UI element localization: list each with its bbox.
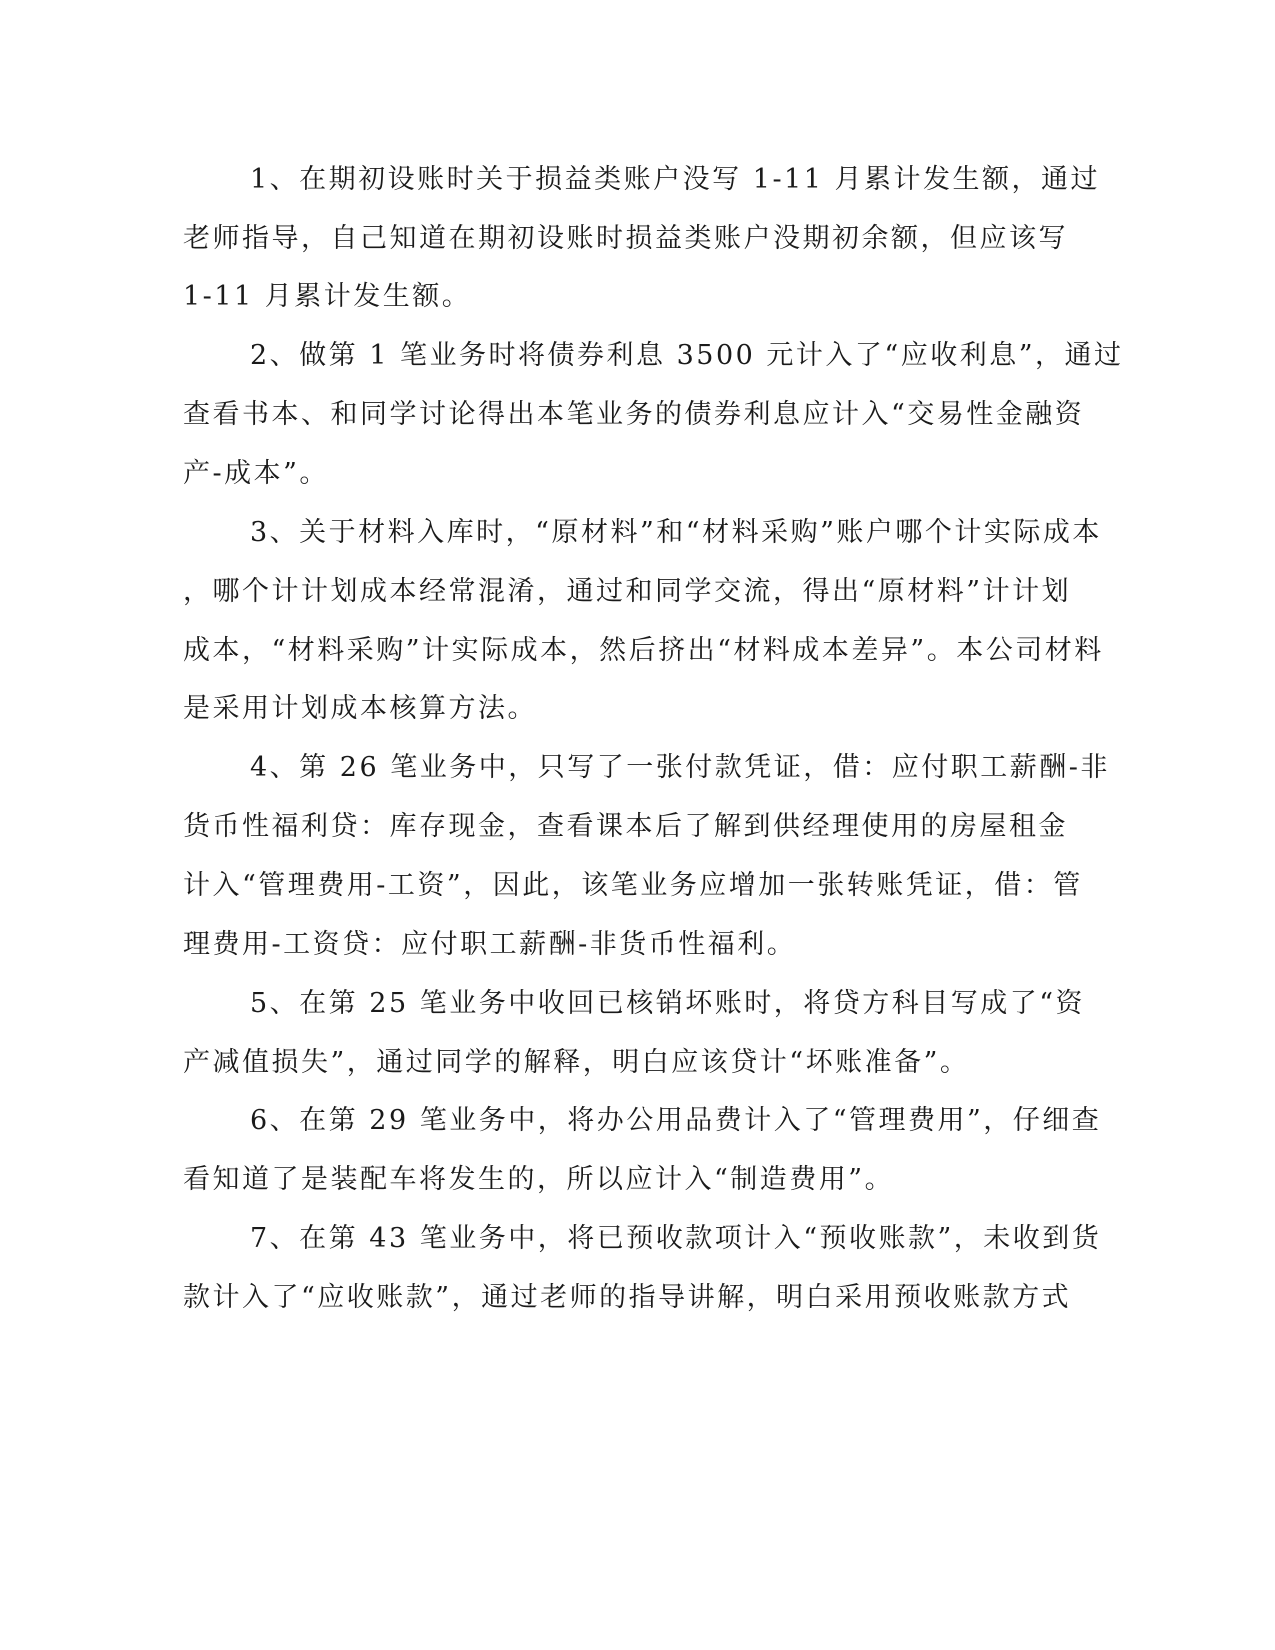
paragraph-5-line-1: 5、在第 25 笔业务中收回已核销坏账时，将贷方科目写成了“资 (250, 988, 1086, 1019)
paragraph-7-line-2: 款计入了“应收账款”，通过老师的指导讲解，明白采用预收账款方式 (183, 1282, 1072, 1313)
paragraph-2-line-3: 产-成本”。 (183, 458, 329, 489)
paragraph-6-line-2: 看知道了是装配车将发生的，所以应计入“制造费用”。 (183, 1164, 895, 1195)
paragraph-5-line-2: 产减值损失”，通过同学的解释，明白应该贷计“坏账准备”。 (183, 1047, 970, 1078)
paragraph-1-line-1: 1、在期初设账时关于损益类账户没写 1-11 月累计发生额，通过 (250, 164, 1100, 195)
paragraph-1-line-2: 老师指导，自己知道在期初设账时损益类账户没期初余额，但应该写 (183, 223, 1068, 254)
paragraph-4-line-1: 4、第 26 笔业务中，只写了一张付款凭证，借：应付职工薪酬-非 (250, 752, 1110, 783)
paragraph-2-line-2: 查看书本、和同学讨论得出本笔业务的债券利息应计入“交易性金融资 (183, 399, 1085, 430)
paragraph-4-line-3: 计入“管理费用-工资”，因此，该笔业务应增加一张转账凭证，借：管 (183, 870, 1083, 901)
paragraph-3-line-3: 成本，“材料采购”计实际成本，然后挤出“材料成本差异”。本公司材料 (183, 635, 1104, 666)
paragraph-2-line-1: 2、做第 1 笔业务时将债券利息 3500 元计入了“应收利息”，通过 (250, 340, 1124, 371)
paragraph-3-line-1: 3、关于材料入库时，“原材料”和“材料采购”账户哪个计实际成本 (250, 517, 1102, 548)
paragraph-7-line-1: 7、在第 43 笔业务中，将已预收款项计入“预收账款”，未收到货 (250, 1223, 1102, 1254)
paragraph-1-line-3: 1-11 月累计发生额。 (183, 281, 472, 312)
paragraph-6-line-1: 6、在第 29 笔业务中，将办公用品费计入了“管理费用”，仔细查 (250, 1105, 1102, 1136)
paragraph-4-line-4: 理费用-工资贷：应付职工薪酬-非货币性福利。 (183, 929, 797, 960)
paragraph-4-line-2: 货币性福利贷：库存现金，查看课本后了解到供经理使用的房屋租金 (183, 811, 1068, 842)
paragraph-3-line-4: 是采用计划成本核算方法。 (183, 693, 537, 724)
paragraph-3-line-2: ，哪个计计划成本经常混淆，通过和同学交流，得出“原材料”计计划 (183, 576, 1072, 607)
